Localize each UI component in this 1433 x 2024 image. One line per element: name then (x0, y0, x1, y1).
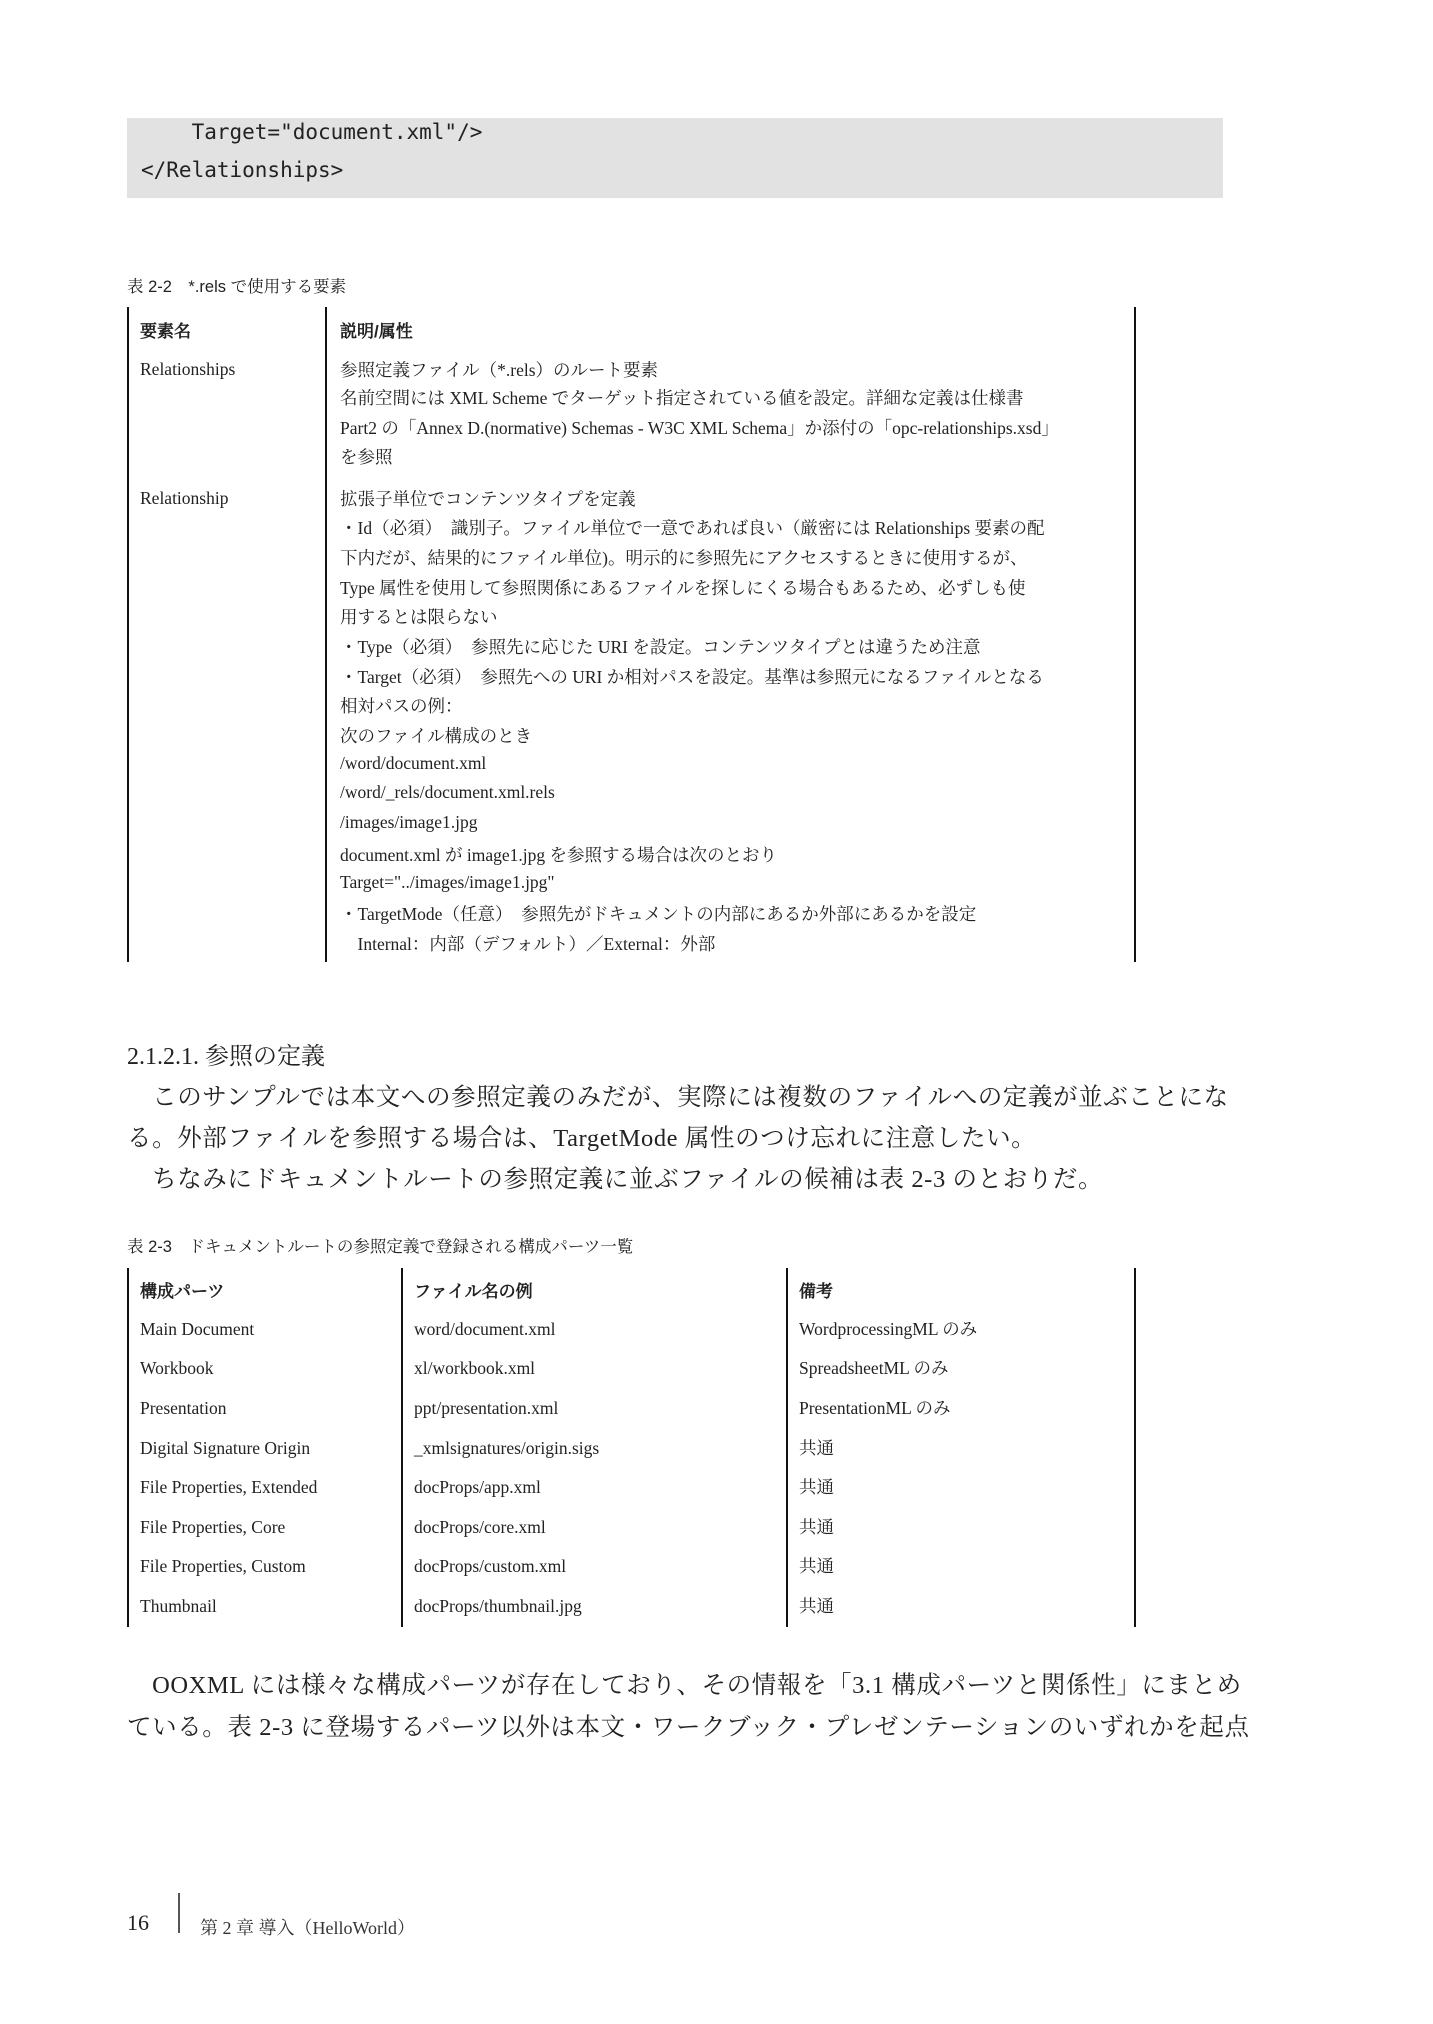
table-cell-notes: 共通 (799, 1596, 834, 1616)
table-row-desc-line: Internal：内部（デフォルト）／External：外部 (340, 934, 716, 954)
table-left-border (127, 307, 129, 962)
body-paragraph-line: OOXML には様々な構成パーツが存在しており、その情報を「3.1 構成パーツと関係性」にまとめ (127, 1672, 1242, 1699)
table-row-desc-line: 用するとは限らない (340, 607, 498, 627)
table-cell-notes: WordprocessingML のみ (799, 1319, 978, 1339)
table-row-desc-line: ・TargetMode（任意） 参照先がドキュメントの内部にあるか外部にあるかを設定 (340, 904, 977, 924)
table-row-desc-line: ・Type（必須） 参照先に応じた URI を設定。コンテンツタイプとは違うため注意 (340, 637, 981, 657)
table-cell-filename: word/document.xml (414, 1319, 556, 1339)
table-cell-part: File Properties, Core (140, 1517, 286, 1537)
code-line: </Relationships> (141, 158, 344, 182)
table-cell-notes: 共通 (799, 1438, 834, 1458)
table-cell-notes: SpreadsheetML のみ (799, 1358, 949, 1378)
table-cell-notes: 共通 (799, 1556, 834, 1576)
table-cell-part: File Properties, Extended (140, 1477, 318, 1497)
table-header-element-name: 要素名 (140, 322, 191, 341)
table-row-desc-line: document.xml が image1.jpg を参照する場合は次のとおり (340, 845, 777, 865)
table-2-3-caption: 表 2-3 ドキュメントルートの参照定義で登録される構成パーツ一覧 (127, 1238, 634, 1256)
table-cell-part: Digital Signature Origin (140, 1438, 311, 1458)
table-header-part: 構成パーツ (140, 1282, 225, 1301)
table-row-name: Relationships (140, 359, 236, 379)
page-number: 16 (127, 1910, 149, 1935)
code-block (127, 118, 1223, 198)
table-cell-notes: PresentationML のみ (799, 1398, 951, 1418)
table-row-desc-line: /images/image1.jpg (340, 812, 478, 832)
table-row-desc-line: /word/document.xml (340, 753, 487, 773)
table-row-desc-line: ・Id（必須） 識別子。ファイル単位で一意であれば良い（厳密には Relationships 要素の配 (340, 518, 1045, 538)
table-row-desc-line: /word/_rels/document.xml.rels (340, 782, 555, 802)
table-row-desc-line: ・Target（必須） 参照先への URI か相対パスを設定。基準は参照元になるファイルとなる (340, 667, 1044, 687)
table-cell-filename: ppt/presentation.xml (414, 1398, 559, 1418)
table-cell-notes: 共通 (799, 1477, 834, 1497)
table-row-desc-line: Part2 の「Annex D.(normative) Schemas - W3C XML Schema」か添付の「opc-relationships.xsd」 (340, 418, 1059, 438)
table-cell-part: Thumbnail (140, 1596, 217, 1616)
table-row-desc-line: Target="../images/image1.jpg" (340, 872, 555, 892)
table-cell-part: File Properties, Custom (140, 1556, 306, 1576)
table-header-notes: 備考 (799, 1282, 833, 1301)
table-cell-filename: docProps/core.xml (414, 1517, 546, 1537)
table-cell-filename: _xmlsignatures/origin.sigs (414, 1438, 600, 1458)
table-row-name: Relationship (140, 488, 229, 508)
table-column-divider (325, 307, 327, 962)
body-paragraph-line: る。外部ファイルを参照する場合は、TargetMode 属性のつけ忘れに注意したい。 (127, 1125, 1037, 1152)
table-row-desc-line: 相対パスの例： (340, 696, 463, 716)
body-paragraph-line: このサンプルでは本文への参照定義のみだが、実際には複数のファイルへの定義が並ぶことにな (127, 1084, 1229, 1111)
table-row-desc-line: 参照定義ファイル（*.rels）のルート要素 (340, 360, 659, 380)
table-cell-part: Workbook (140, 1358, 214, 1378)
body-paragraph-line: ちなみにドキュメントルートの参照定義に並ぶファイルの候補は表 2-3 のとおりだ。 (127, 1166, 1104, 1193)
table-header-filename: ファイル名の例 (414, 1282, 533, 1301)
table-left-border (127, 1268, 129, 1627)
table-row-desc-line: 拡張子単位でコンテンツタイプを定義 (340, 489, 636, 509)
table-header-description: 説明/属性 (340, 322, 413, 341)
footer-chapter-title: 第 2 章 導入（HelloWorld） (200, 1918, 416, 1938)
table-row-desc-line: を参照 (340, 447, 393, 467)
table-row-desc-line: Type 属性を使用して参照関係にあるファイルを探しにくる場合もあるため、必ずしも使 (340, 578, 1026, 598)
table-right-border (1134, 307, 1136, 962)
table-right-border (1134, 1268, 1136, 1627)
table-cell-filename: docProps/app.xml (414, 1477, 541, 1497)
code-line: Target="document.xml"/> (141, 120, 483, 144)
table-row-desc-line: 下内だが、結果的にファイル単位)。明示的に参照先にアクセスするときに使用するが、 (340, 548, 1028, 568)
table-cell-filename: xl/workbook.xml (414, 1358, 536, 1378)
table-cell-part: Presentation (140, 1398, 227, 1418)
table-cell-filename: docProps/custom.xml (414, 1556, 567, 1576)
table-row-desc-line: 名前空間には XML Scheme でターゲット指定されている値を設定。詳細な定義は仕様書 (340, 388, 1024, 408)
table-column-divider (786, 1268, 788, 1627)
table-column-divider (401, 1268, 403, 1627)
table-row-desc-line: 次のファイル構成のとき (340, 726, 533, 746)
table-2-2-caption: 表 2-2 *.rels で使用する要素 (127, 278, 347, 296)
table-cell-filename: docProps/thumbnail.jpg (414, 1596, 582, 1616)
table-cell-notes: 共通 (799, 1517, 834, 1537)
body-paragraph-line: ている。表 2-3 に登場するパーツ以外は本文・ワークブック・プレゼンテーションのいずれかを起点 (127, 1714, 1250, 1741)
table-cell-part: Main Document (140, 1319, 255, 1339)
footer-divider (178, 1893, 180, 1933)
section-heading: 2.1.2.1. 参照の定義 (127, 1044, 325, 1070)
